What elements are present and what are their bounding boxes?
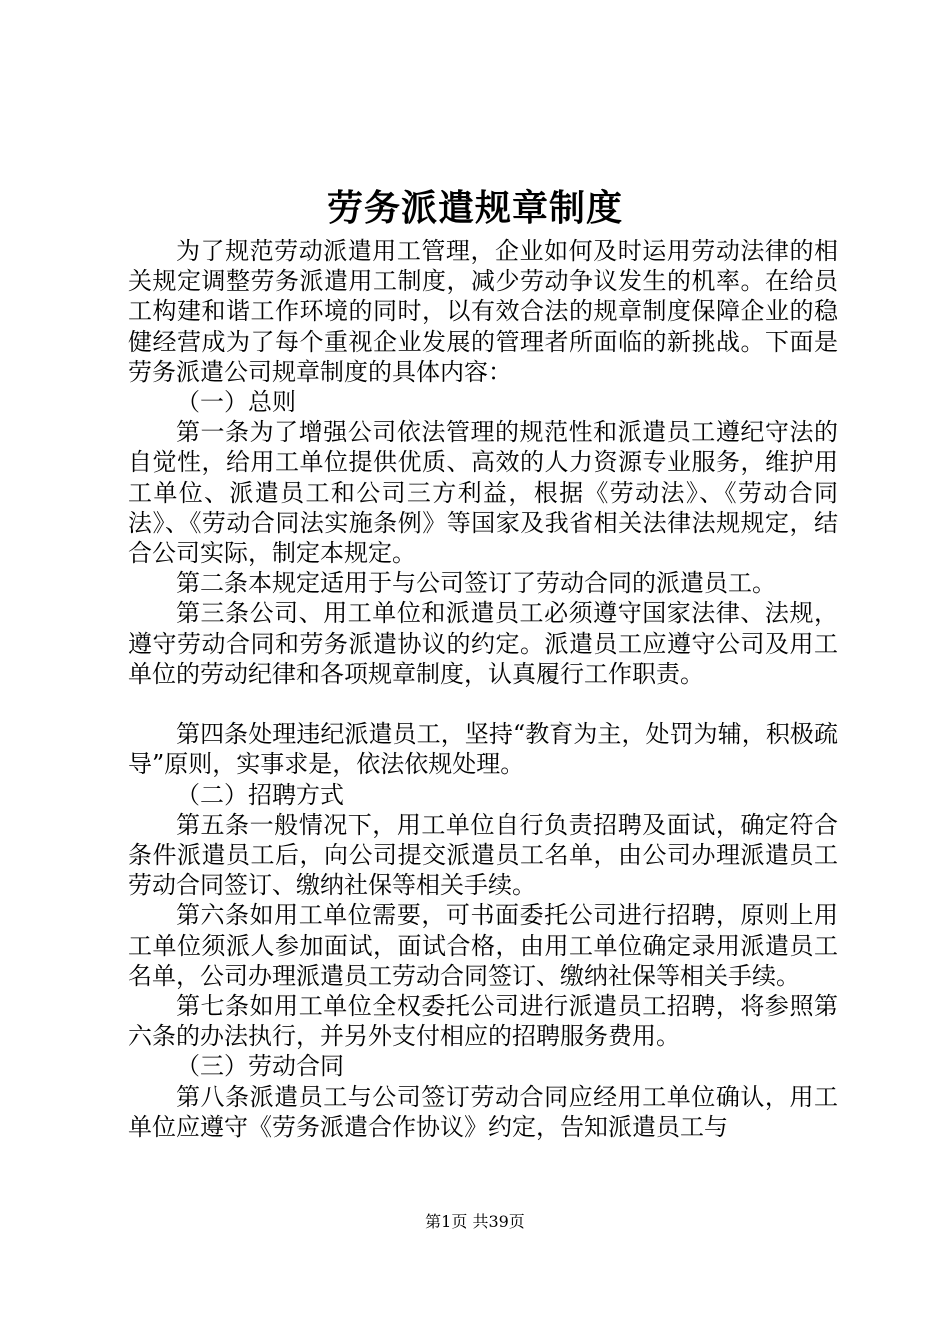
intro-paragraph: 为了规范劳动派遣用工管理，企业如何及时运用劳动法律的相关规定调整劳务派遣用工制度，减少劳动争议发生的机率。在给员工构建和谐工作环境的同时，以有效合法的规章制度保障企业的稳健经营成为了每个重视企业发展的管理者所面临的新挑战。下面是劳务派遣公司规章制度的具体内容： xyxy=(128,237,838,386)
article-5-paragraph: 第五条一般情况下，用工单位自行负责招聘及面试，确定符合条件派遣员工后，向公司提交派遣员工名单，由公司办理派遣员工劳动合同签订、缴纳社保等相关手续。 xyxy=(128,810,838,900)
article-6-paragraph: 第六条如用工单位需要，可书面委托公司进行招聘，原则上用工单位须派人参加面试，面试合格，由用工单位确定录用派遣员工名单，公司办理派遣员工劳动合同签订、缴纳社保等相关手续。 xyxy=(128,901,838,990)
section-heading-general: （一）总则 xyxy=(176,388,296,417)
blank-line xyxy=(128,689,838,719)
document-body xyxy=(128,236,838,1142)
article-1-paragraph: 第一条为了增强公司依法管理的规范性和派遣员工遵纪守法的自觉性，给用工单位提供优质、高效的人力资源专业服务，维护用工单位、派遣员工和公司三方利益，根据《劳动法》、《劳动合同法》、《劳动合同法实施条例》等国家及我省相关法律法规规定，结合公司实际，制定本规定。 xyxy=(128,418,838,568)
section-heading-recruitment: （二）招聘方式 xyxy=(176,780,344,809)
article-7-paragraph: 第七条如用工单位全权委托公司进行派遣员工招聘，将参照第六条的办法执行，并另外支付相应的招聘服务费用。 xyxy=(128,992,838,1051)
article-8-paragraph: 第八条派遣员工与公司签订劳动合同应经用工单位确认，用工单位应遵守《劳务派遣合作协议》约定，告知派遣员工与 xyxy=(128,1082,838,1141)
section-heading-contract: （三）劳动合同 xyxy=(176,1052,344,1081)
page-number-footer: 第1页 共39页 xyxy=(425,1212,525,1231)
article-4-paragraph: 第四条处理违纪派遣员工，坚持“教育为主，处罚为辅，积极疏导”原则，实事求是，依法依规处理。 xyxy=(128,720,838,779)
article-2-paragraph: 第二条本规定适用于与公司签订了劳动合同的派遣员工。 xyxy=(176,569,776,598)
article-3-paragraph: 第三条公司、用工单位和派遣员工必须遵守国家法律、法规，遵守劳动合同和劳务派遣协议的约定。派遣员工应遵守公司及用工单位的劳动纪律和各项规章制度，认真履行工作职责。 xyxy=(128,599,838,688)
document-title: 劳务派遣规章制度 xyxy=(326,187,623,229)
